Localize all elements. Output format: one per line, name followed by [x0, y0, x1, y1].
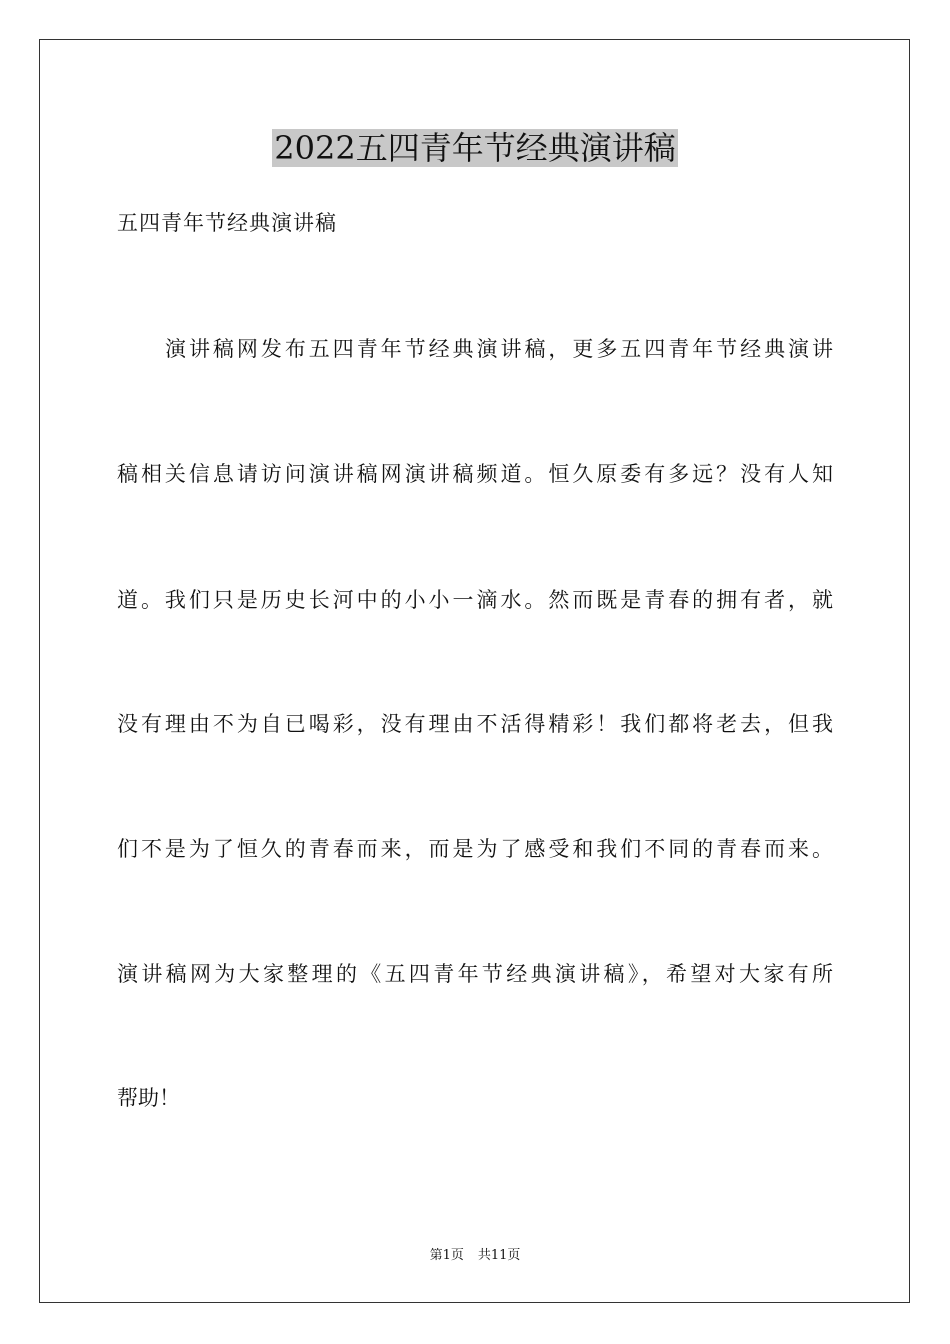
document-title-text: 2022五四青年节经典演讲稿	[274, 129, 676, 167]
body-line-6: 演讲稿网为大家整理的《五四青年节经典演讲稿》，希望对大家有所	[117, 962, 833, 986]
body-line-2: 稿相关信息请访问演讲稿网演讲稿频道。恒久原委有多远？没有人知	[117, 462, 833, 486]
document-subheading: 五四青年节经典演讲稿	[117, 211, 337, 235]
page-number-current: 第1页	[429, 1248, 464, 1263]
document-title	[0, 124, 950, 172]
body-line-4: 没有理由不为自已喝彩，没有理由不活得精彩！我们都将老去，但我	[117, 712, 833, 736]
body-line-3: 道。我们只是历史长河中的小小一滴水。然而既是青春的拥有者，就	[117, 588, 833, 612]
body-line-7: 帮助！	[117, 1086, 180, 1110]
body-line-5: 们不是为了恒久的青春而来，而是为了感受和我们不同的青春而来。	[117, 837, 833, 861]
page-number-total: 共11页	[477, 1248, 521, 1263]
page-footer	[0, 1246, 950, 1266]
body-line-1: 演讲稿网发布五四青年节经典演讲稿，更多五四青年节经典演讲	[165, 337, 833, 361]
